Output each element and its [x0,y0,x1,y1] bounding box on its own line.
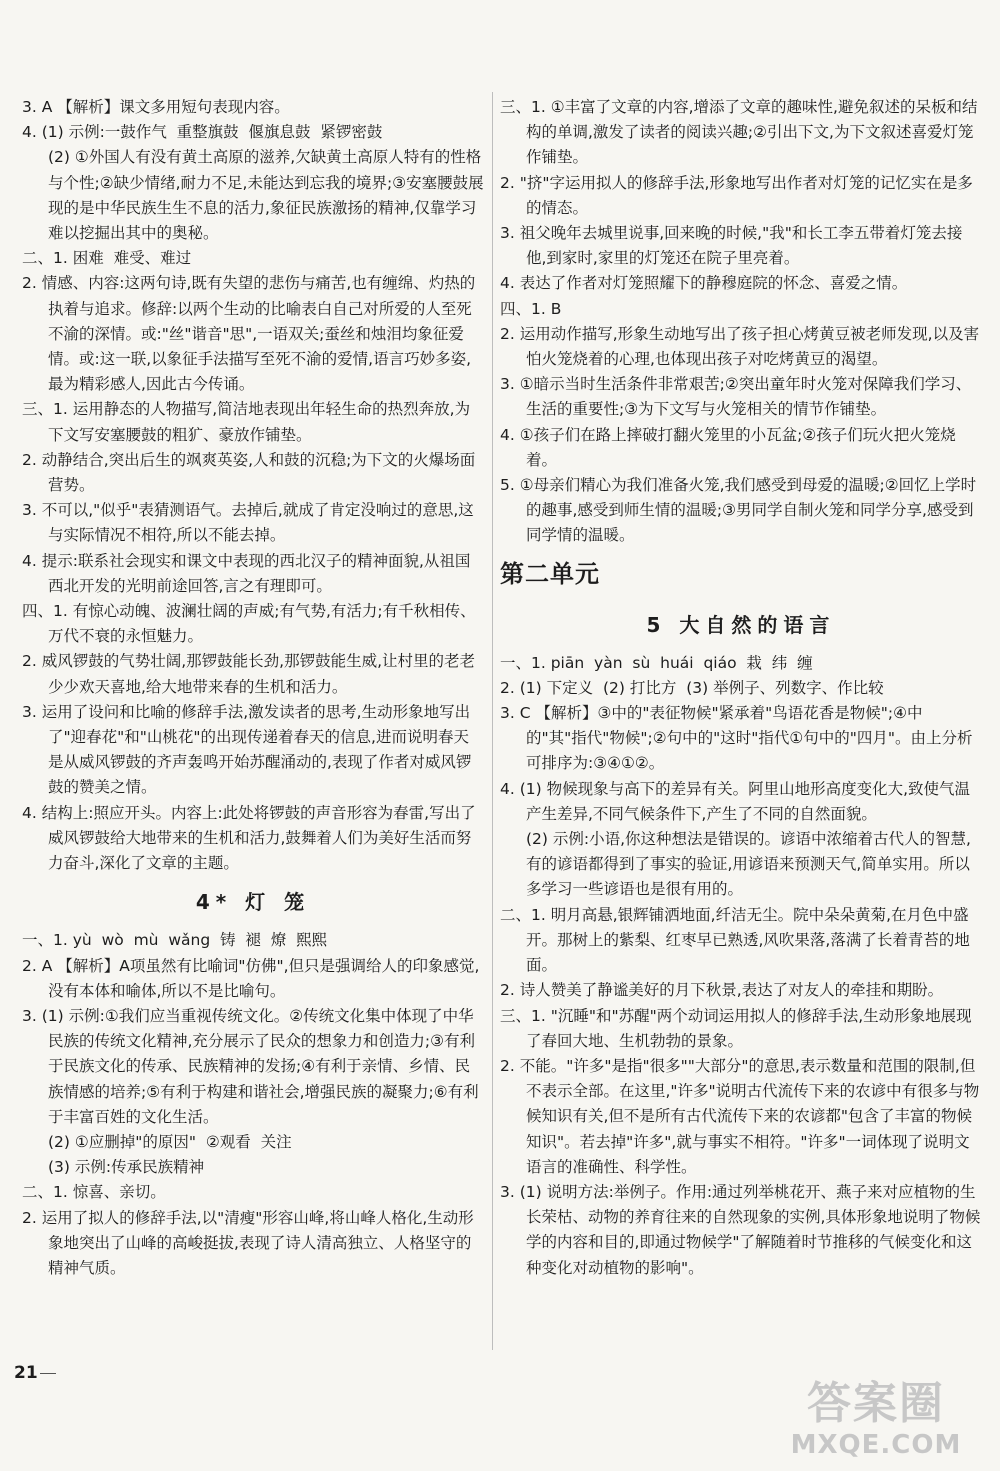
answer-paragraph: 4. (1) 示例:一鼓作气 重整旗鼓 偃旗息鼓 紧锣密鼓 [22,123,383,142]
answer-paragraph: 3. 运用了设问和比喻的修辞手法,激发读者的思考,生动形象地写出了"迎春花"和"山桃花"的出现传递着春天的信息,进而说明春天是从威风锣鼓的齐声轰鸣开始苏醒涌动的,表现了作者对威风锣鼓的赞美之情。 [22,702,472,797]
answer-paragraph: 四、1. 有惊心动魄、波澜壮阔的声威;有气势,有活力;有千秋相传、万代不衰的永恒魅力。 [22,602,476,646]
answer-paragraph: 四、1. B [500,299,562,318]
answer-paragraph: 3. 不可以,"似乎"表猜测语气。去掉后,就成了肯定没响过的意思,这与实际情况不相符,所以不能去掉。 [22,501,474,545]
page-number-rule [40,1373,56,1374]
answer-paragraph: (3) 示例:传承民族精神 [48,1158,205,1177]
answer-paragraph: 一、1. piān yàn sù huái qiáo 栽 纬 缠 [500,653,813,672]
answer-paragraph: (2) ①应删掉"的原因" ②观看 关注 [48,1132,292,1151]
answer-paragraph: 4. 表达了作者对灯笼照耀下的静穆庭院的怀念、喜爱之情。 [500,274,908,293]
answer-paragraph: 2. 运用动作描写,形象生动地写出了孩子担心烤黄豆被老师发现,以及害怕火笼烧着的心理,也体现出孩子对吃烤黄豆的渴望。 [500,324,980,369]
answer-paragraph: 二、1. 困难 难受、难过 [22,249,192,268]
left-column [22,95,484,1281]
answer-paragraph: 3. (1) 示例:①我们应当重视传统文化。②传统文化集中体现了中华民族的传统文化精神,充分展示了民众的想象力和创造力;③有利于民族文化的传承、民族精神的发扬;④有利于亲情、乡情、民族情感的培养;⑤有利于构建和谐社会,增强民族的凝聚力;⑥有利于丰富百姓的文化生活。 [22,1006,479,1126]
watermark-url: MXQE.COM [790,1430,962,1460]
answer-paragraph: 二、1. 明月高悬,银辉铺洒地面,纤洁无尘。院中朵朵黄菊,在月色中盛开。那树上的紫梨、红枣早已熟透,风吹果落,落满了长着青苔的地面。 [500,905,970,975]
answer-paragraph: 2. 威风锣鼓的气势壮阔,那锣鼓能长劲,那锣鼓能生威,让村里的老老少少欢天喜地,给大地带来春的生机和活力。 [22,652,475,696]
answer-paragraph: 5. ①母亲们精心为我们准备火笼,我们感受到母爱的温暖;②回忆上学时的趣事,感受到师生情的温暖;③男同学自制火笼和同学分享,感受到同学情的温暖。 [500,476,977,545]
answer-paragraph: 二、1. 惊喜、亲切。 [22,1183,166,1202]
answer-paragraph: 三、1. 运用静态的人物描写,简洁地表现出年轻生命的热烈奔放,为下文写安塞腰鼓的粗犷、豪放作铺垫。 [22,400,471,444]
answer-paragraph: 4. 提示:联系社会现实和课文中表现的西北汉子的精神面貌,从祖国西北开发的光明前途回答,言之有理即可。 [22,551,471,595]
section-title: 4* 灯 笼 [195,890,311,915]
page-number: 21 [14,1363,38,1383]
answer-paragraph: 4. ①孩子们在路上摔破打翻火笼里的小瓦盆;②孩子们玩火把火笼烧着。 [500,425,956,469]
answer-paragraph: 2. A 【解析】A项虽然有比喻词"仿佛",但只是强调给人的印象感觉,没有本体和喻体,所以不是比喻句。 [22,956,480,1000]
answer-paragraph: (2) 示例:小语,你这种想法是错误的。谚语中浓缩着古代人的智慧,有的谚语都得到了事实的验证,用谚语来预测天气,简单实用。所以多学习一些谚语也是很有用的。 [526,830,971,899]
right-column [500,95,982,1281]
unit-title: 第二单元 [500,559,600,588]
answer-paragraph: 2. 动静结合,突出后生的飒爽英姿,人和鼓的沉稳;为下文的火爆场面营势。 [22,450,476,495]
answer-paragraph: 3. 祖父晚年去城里说事,回来晚的时候,"我"和长工李五带着灯笼去接他,到家时,家里的灯笼还在院子里亮着。 [500,224,963,268]
answer-paragraph: 3. A 【解析】课文多用短句表现内容。 [22,98,290,116]
answer-paragraph: (2) ①外国人有没有黄土高原的滋养,欠缺黄土高原人特有的性格与个性;②缺少情绪,耐力不足,未能达到忘我的境界;③安塞腰鼓展现的是中华民族生生不息的活力,象征民族激扬的精神,仅靠学习难以挖掘出其中的奥秘。 [48,148,484,243]
answer-paragraph: 三、1. ①丰富了文章的内容,增添了文章的趣味性,避免叙述的呆板和结构的单调,激发了读者的阅读兴趣;②引出下文,为下文叙述喜爱灯笼作铺垫。 [500,98,978,167]
answer-paragraph: 2. (1) 下定义 (2) 打比方 (3) 举例子、列数字、作比较 [500,678,884,697]
answer-paragraph: 一、1. yù wò mù wǎng 铸 褪 燎 熙熙 [22,931,328,950]
answer-paragraph: 2. 情感、内容:这两句诗,既有失望的悲伤与痛苦,也有缠绵、灼热的执着与追求。修辞:以两个生动的比喻表白自己对所爱的人至死不渝的深情。或:"丝"谐音"思",一语双关;蚕丝和烛泪均象征爱情。或:这一联,以象征手法描写至死不渝的爱情,语言巧妙多姿,最为精彩感人,因此古今传诵。 [22,274,476,394]
answer-paragraph: 2. "挤"字运用拟人的修辞手法,形象地写出作者对灯笼的记忆实在是多的情态。 [500,173,973,217]
answer-paragraph: 4. (1) 物候现象与高下的差异有关。阿里山地形高度变化大,致使气温产生差异,不同气候条件下,产生了不同的自然面貌。 [500,779,971,823]
answer-paragraph: 三、1. "沉睡"和"苏醒"两个动词运用拟人的修辞手法,生动形象地展现了春回大地、生机勃勃的景象。 [500,1006,972,1050]
section-title: 5 大自然的语言 [646,612,836,637]
answer-paragraph: 3. ①暗示当时生活条件非常艰苦;②突出童年时火笼对保障我们学习、生活的重要性;③为下文写与火笼相关的情节作铺垫。 [500,375,972,419]
answer-paragraph: 3. (1) 说明方法:举例子。作用:通过列举桃花开、燕子来对应植物的生长荣枯、动物的养育往来的自然现象的实例,具体形象地说明了物候学的内容和目的,即通过物候学"了解随着时节推移的气候变化和这种变化对动植物的影响"。 [500,1182,981,1277]
answer-paragraph: 2. 运用了拟人的修辞手法,以"清瘦"形容山峰,将山峰人格化,生动形象地突出了山峰的高峻挺拔,表现了诗人清高独立、人格坚守的精神气质。 [22,1208,474,1277]
answer-paragraph: 3. C 【解析】③中的"表征物候"紧承着"鸟语花香是物候";④中的"其"指代"物候";②句中的"这时"指代①句中的"四月"。由上分析可排序为:③④①②。 [500,704,973,773]
watermark-logo [766,1378,986,1464]
answer-paragraph: 4. 结构上:照应开头。内容上:此处将锣鼓的声音形容为春雷,写出了威风锣鼓给大地带来的生机和活力,鼓舞着人们为美好生活而努力奋斗,深化了文章的主题。 [22,803,476,873]
answer-paragraph: 2. 不能。"许多"是指"很多""大部分"的意思,表示数量和范围的限制,但不表示全部。在这里,"许多"说明古代流传下来的农谚中有很多与物候知识有关,但不是所有古代流传下来的农谚都"包含了丰富的物候知识"。若去掉"许多",就与事实不相符。"许多"一词体现了说明文语言的准确性、科学性。 [500,1056,980,1176]
answer-paragraph: 2. 诗人赞美了静谧美好的月下秋景,表达了对友人的牵挂和期盼。 [500,981,944,1000]
watermark-text: 答案圈 [807,1378,945,1429]
column-divider [492,92,493,1350]
